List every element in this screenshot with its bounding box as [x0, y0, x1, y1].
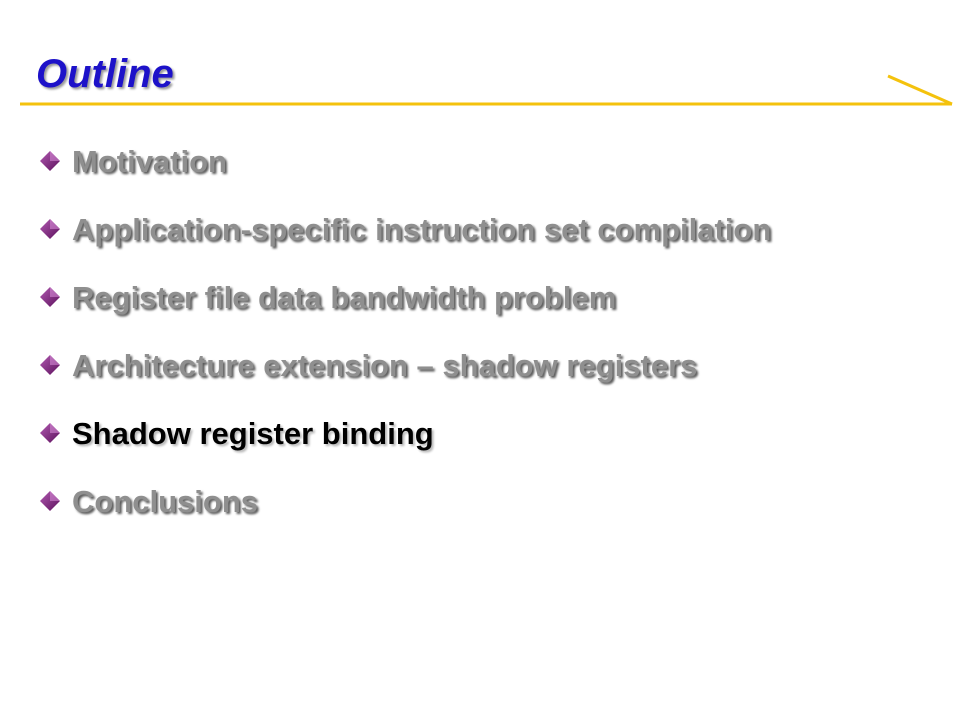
- bullet-item-architecture-extension: [38, 331, 771, 399]
- title-underline-swoosh: [888, 76, 952, 104]
- bullet-label: Shadow register binding: [72, 415, 434, 451]
- bullet-label: Motivation: [72, 143, 227, 179]
- bullet-label: Conclusions: [72, 483, 259, 519]
- bullet-item-conclusions: [38, 467, 771, 535]
- bullet-label: Architecture extension – shadow registers: [72, 347, 698, 383]
- bullet-label: Register file data bandwidth problem: [72, 279, 617, 315]
- bullet-item-motivation: [38, 127, 771, 195]
- purple-diamond-icon: [38, 421, 62, 445]
- bullet-item-application-specific-instruction-set-compilation: [38, 195, 771, 263]
- bullet-item-register-file-data-bandwidth-problem: [38, 263, 771, 331]
- bullet-list: [38, 127, 771, 535]
- purple-diamond-icon: [38, 353, 62, 377]
- slide-title: Outline: [36, 52, 174, 96]
- purple-diamond-icon: [38, 285, 62, 309]
- bullet-item-shadow-register-binding: [38, 399, 771, 467]
- purple-diamond-icon: [38, 149, 62, 173]
- bullet-label: Application-specific instruction set compilation: [72, 211, 772, 247]
- purple-diamond-icon: [38, 217, 62, 241]
- purple-diamond-icon: [38, 489, 62, 513]
